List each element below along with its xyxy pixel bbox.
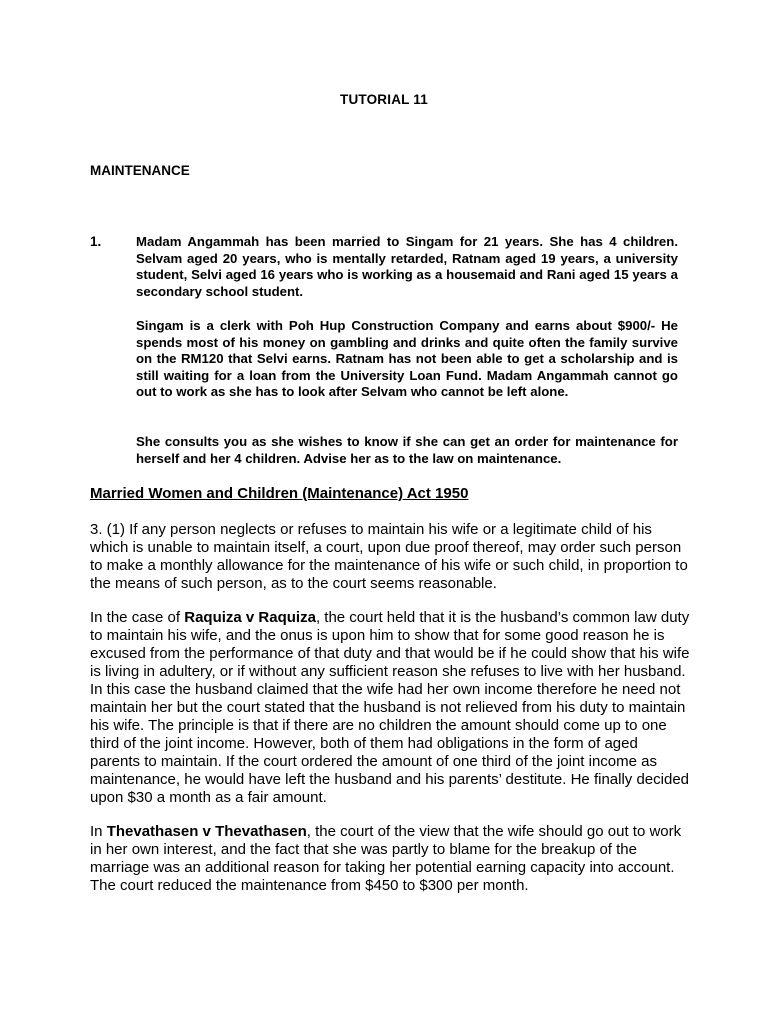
case-body-text: , the court held that it is the husband’s common law duty to maintain his wife, and the onus is upon him to show that for some good reason he is excused from the performance of that duty and that would be if he could show that his wife is living in adultery, or if without any sufficient reason she refuses to live with her husband. In this case the husband claimed that the wife had her own income therefore he need not maintain her but the court stated that the husband is not relieved from his duty to maintain his wife. The principle is that if there are no children the amount should come up to one third of the joint income. However, both of them had obligations in the form of aged parents to maintain. If the court ordered the amount of one third of the joint income as maintenance, he would have left the husband and his parents’ destitute. He finally decided upon $30 a month as a fair amount. [90,609,690,806]
act-section-text: 3. (1) If any person neglects or refuses to maintain his wife or a legitimate child of his which is unable to maintain itself, a court, upon due proof thereof, may order such person to make a monthly allowance for the maintenance of his wife or such child, in proportion to the means of such person, as to the court seems reasonable. [90,521,688,592]
question-paragraph: Madam Angammah has been married to Singam for 21 years. She has 4 children. Selvam aged 20 years, who is mentally retarded, Ratnam aged 19 years, a university student, Selvi aged 16 years who is working as a housemaid and Rani aged 15 years a secondary school student. [136,234,678,299]
section-heading: MAINTENANCE [90,163,190,178]
case-body-text: , the court of the view that the wife should go out to work in her own interest, and the fact that she was partly to blame for the breakup of the marriage was an additional reason for taking her potential earning capacity into account. The court reduced the maintenance from $450 to $300 per month. [90,823,682,894]
act-heading: Married Women and Children (Maintenance) Act 1950 [90,485,469,502]
case-name: Raquiza v Raquiza [184,609,316,626]
document-title: TUTORIAL 11 [340,92,428,107]
question-paragraph: She consults you as she wishes to know if she can get an order for maintenance for herself and her 4 children. Advise her as to the law on maintenance. [136,434,678,466]
case-paragraph-raquiza [90,609,690,807]
question-paragraph: Singam is a clerk with Poh Hup Construction Company and earns about $900/- He spends most of his money on gambling and drinks and quite often the family survive on the RM120 that Selvi earns. Ratnam has not been able to get a scholarship and is still waiting for a loan from the University Loan Fund. Madam Angammah cannot go out to work as she has to look after Selvam who cannot be left alone. [136,318,678,400]
case-paragraph-thevathasen [90,823,690,895]
case-lead-text: In the case of [90,609,185,626]
case-name: Thevathasen v Thevathasen [106,823,307,840]
question-number: 1. [90,234,102,249]
case-lead-text: In [90,823,107,840]
